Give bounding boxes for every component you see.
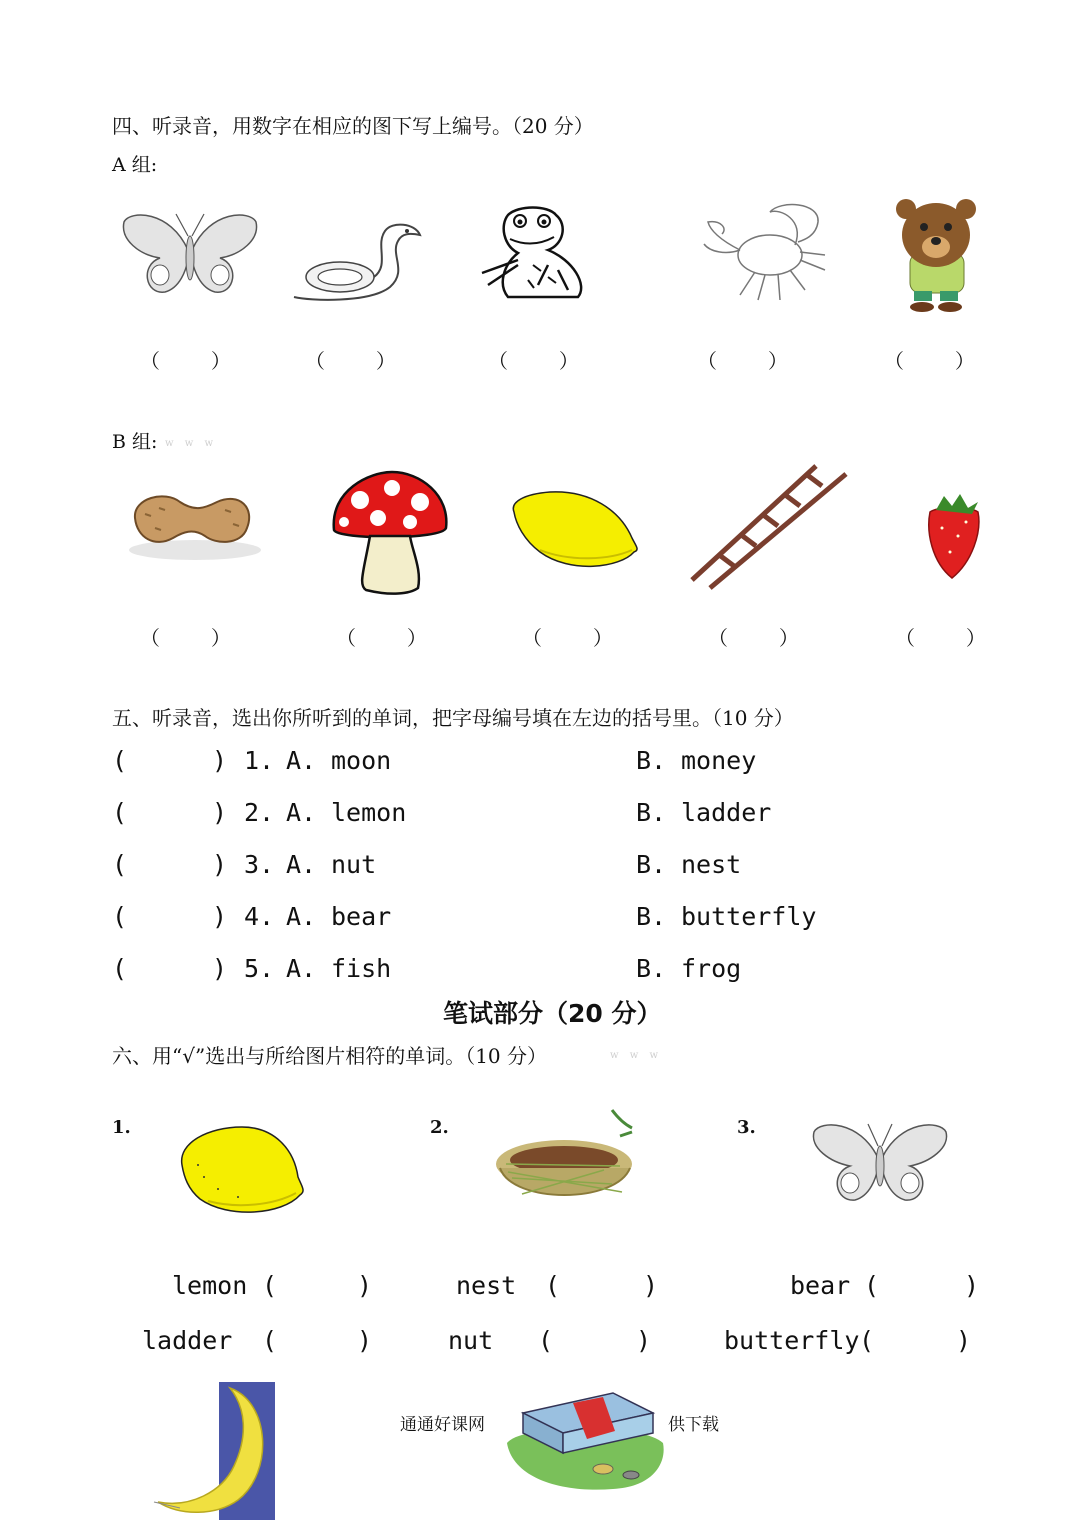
choice-paren-close[interactable]: ) (636, 1326, 652, 1355)
option-b-word: money (681, 746, 757, 775)
section4-heading: 四、听录音，用数字在相应的图下写上编号。（20 分） (112, 114, 594, 138)
choice-paren-close[interactable]: ) (643, 1271, 659, 1300)
option-a-letter: A. (286, 850, 317, 879)
question-row (112, 798, 1012, 838)
crab-icon (700, 200, 830, 305)
question-row (112, 746, 1012, 786)
answer-paren-open[interactable]: ( (112, 746, 128, 775)
question-number: 5. (244, 954, 275, 983)
choice-word: lemon (172, 1271, 248, 1300)
answer-paren-close[interactable]: ) (212, 902, 228, 931)
choice-word: ladder (142, 1326, 233, 1355)
faint-watermark-b: w w w (165, 438, 218, 449)
choice-paren-close[interactable]: ) (357, 1326, 373, 1355)
answer-paren-close[interactable]: ) (212, 954, 228, 983)
question-row (112, 954, 1012, 994)
question-number: 1. (244, 746, 275, 775)
answer-blank-a2[interactable]: （ ） (305, 349, 396, 373)
written-part-title: 笔试部分（20 分） (443, 999, 662, 1028)
group-a-label: A 组: (112, 154, 158, 176)
option-b-word: ladder (681, 798, 772, 827)
answer-blank-b2[interactable]: （ ） (336, 626, 427, 650)
answer-paren-open[interactable]: ( (112, 798, 128, 827)
butterfly-icon (810, 1120, 950, 1208)
option-a-word: bear (331, 902, 392, 931)
option-a-word: fish (331, 954, 392, 983)
choice-paren-open[interactable]: ( (262, 1271, 278, 1300)
answer-blank-a1[interactable]: （ ） (140, 349, 231, 373)
option-a-letter: A. (286, 954, 317, 983)
choice-paren-open[interactable]: ( (859, 1326, 875, 1355)
answer-blank-a4[interactable]: （ ） (697, 349, 788, 373)
question-number: 2. (244, 798, 275, 827)
lemon-icon (510, 490, 640, 572)
mushroom-icon (330, 470, 450, 595)
choice-word: nest (456, 1271, 517, 1300)
section6-heading: 六、用“√”选出与所给图片相符的单词。（10 分） (112, 1044, 547, 1068)
choice-word: butterfly (724, 1326, 860, 1355)
lemon-icon (178, 1125, 306, 1217)
butterfly-icon (120, 210, 260, 300)
answer-paren-open[interactable]: ( (112, 850, 128, 879)
answer-blank-b4[interactable]: （ ） (708, 626, 799, 650)
item-number: 1. (112, 1117, 131, 1138)
answer-paren-close[interactable]: ) (212, 850, 228, 879)
footer-download-text: 供下载 (668, 1415, 719, 1435)
choice-paren-open[interactable]: ( (545, 1271, 561, 1300)
footer-site-name: 通通好课网 (400, 1415, 485, 1435)
strawberry-icon (922, 492, 984, 580)
frog-icon (478, 205, 590, 305)
answer-paren-close[interactable]: ) (212, 798, 228, 827)
item-number: 2. (430, 1117, 449, 1138)
ladder-icon (688, 462, 850, 590)
question-row (112, 902, 1012, 942)
money-icon (503, 1383, 668, 1493)
option-a-letter: A. (286, 902, 317, 931)
option-b-letter: B. (636, 746, 667, 775)
snake-icon (290, 215, 425, 305)
question-number: 4. (244, 902, 275, 931)
option-a-word: moon (331, 746, 392, 775)
item-number: 3. (737, 1117, 756, 1138)
option-b-word: butterfly (681, 902, 817, 931)
nest-icon (492, 1108, 638, 1212)
answer-blank-b3[interactable]: （ ） (522, 626, 613, 650)
option-b-letter: B. (636, 798, 667, 827)
choice-paren-open[interactable]: ( (538, 1326, 554, 1355)
choice-word: nut (448, 1326, 494, 1355)
answer-paren-open[interactable]: ( (112, 954, 128, 983)
choice-paren-close[interactable]: ) (956, 1326, 972, 1355)
section5-heading: 五、听录音，选出你所听到的单词，把字母编号填在左边的括号里。（10 分） (112, 706, 794, 730)
answer-paren-close[interactable]: ) (212, 746, 228, 775)
group-b-label: B 组: (112, 431, 158, 453)
answer-blank-a3[interactable]: （ ） (488, 349, 579, 373)
option-b-word: nest (681, 850, 742, 879)
option-a-letter: A. (286, 798, 317, 827)
bear-icon (892, 195, 982, 315)
option-b-letter: B. (636, 850, 667, 879)
choice-paren-close[interactable]: ) (357, 1271, 373, 1300)
choice-paren-close[interactable]: ) (964, 1271, 980, 1300)
moon-icon (150, 1382, 275, 1520)
answer-blank-b5[interactable]: （ ） (895, 626, 986, 650)
choice-word: bear (790, 1271, 851, 1300)
option-a-letter: A. (286, 746, 317, 775)
option-b-letter: B. (636, 954, 667, 983)
question-row (112, 850, 1012, 890)
option-b-letter: B. (636, 902, 667, 931)
option-a-word: lemon (331, 798, 407, 827)
option-b-word: frog (681, 954, 742, 983)
faint-watermark-6: w w w (610, 1050, 663, 1061)
answer-blank-a5[interactable]: （ ） (884, 349, 975, 373)
answer-paren-open[interactable]: ( (112, 902, 128, 931)
peanut-icon (125, 488, 265, 568)
choice-paren-open[interactable]: ( (864, 1271, 880, 1300)
answer-blank-b1[interactable]: （ ） (140, 626, 231, 650)
option-a-word: nut (331, 850, 377, 879)
choice-paren-open[interactable]: ( (262, 1326, 278, 1355)
question-number: 3. (244, 850, 275, 879)
